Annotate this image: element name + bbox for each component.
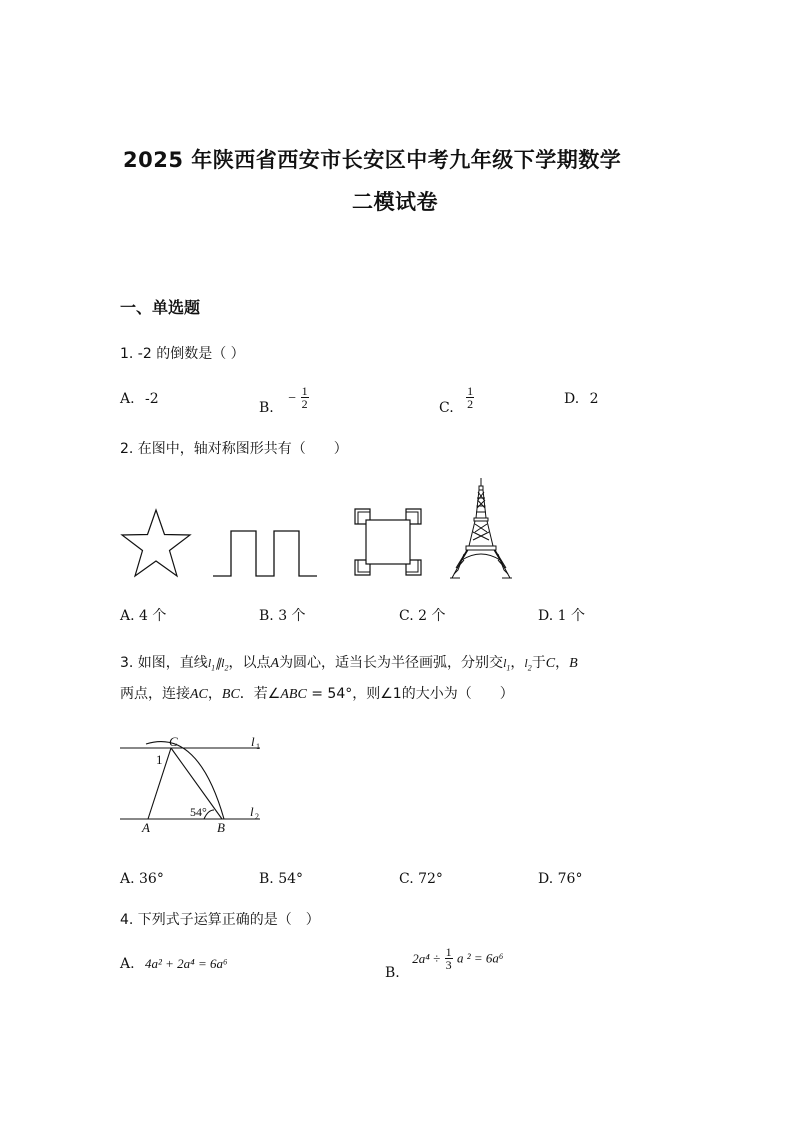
q2-option-c: C. 2 个 (399, 608, 446, 624)
q3-point-b: B (569, 656, 578, 671)
q3-l1-letter: l (503, 656, 507, 670)
q2-option-a: A. 4 个 (120, 608, 167, 624)
q3-l2-b (524, 656, 532, 673)
q3-l2-letter: l (524, 656, 528, 670)
q1-d-value: 2 (589, 391, 599, 407)
q4-b-label: B. (385, 964, 400, 981)
q3-text: ．若∠ (239, 686, 281, 702)
page-title-line2: 二模试卷 (352, 190, 438, 214)
q3-text: ， (555, 655, 570, 671)
q3-l1-sub: 1 (211, 663, 216, 673)
q1-c-denominator: 2 (467, 397, 474, 411)
q4-stem: 4. 下列式子运算正确的是（ ） (120, 912, 320, 928)
q2-figure-star (120, 508, 192, 580)
q3-point-a: A (270, 656, 280, 671)
q3-text: 于 (531, 655, 546, 671)
q1-b-fraction (301, 385, 309, 410)
q1-option-a (120, 391, 159, 407)
q3-seg-bc: BC (221, 687, 240, 702)
fig-label-l1-sub: 1 (256, 742, 260, 751)
fig-label-l1: l (251, 734, 255, 749)
q1-option-b (259, 384, 309, 416)
fig-label-a: A (142, 820, 150, 835)
q2-option-b: B. 3 个 (259, 608, 306, 624)
q1-b-sign: − (288, 390, 297, 406)
q4-option-a (120, 956, 228, 972)
fig-label-l2: l (250, 804, 254, 819)
q3-text: ， (207, 686, 222, 702)
q3-text: ，以点 (228, 655, 271, 671)
q2-figure-square-wave (213, 528, 317, 578)
q1-b-label: B. (259, 399, 274, 416)
q3-text: 为圆心，适当长为半径画弧，分别交 (279, 655, 504, 671)
q3-option-d: D. 76° (538, 871, 583, 887)
q1-c-fraction (466, 385, 474, 410)
q3-parallel: ∥ (215, 656, 222, 670)
q2-figure-notched-square (352, 506, 424, 578)
fig-label-54: 54° (190, 805, 207, 819)
q4-option-b (385, 945, 504, 981)
q3-l1-letter: l (207, 656, 212, 670)
q3-text: 3. 如图，直线 (120, 655, 208, 671)
section-heading: 一、单选题 (120, 298, 201, 317)
fig-label-c: C (169, 734, 178, 749)
q1-a-label: A. (120, 391, 135, 407)
q4-b-numerator: 1 (445, 945, 452, 959)
page-title-line1: 2025 年陕西省西安市长安区中考九年级下学期数学 (123, 148, 622, 172)
q4-b-expr-right: a ² = 6a⁶ (457, 950, 504, 966)
q3-angle-abc: ABC (280, 687, 307, 702)
q3-text: ， (510, 655, 525, 671)
q1-a-value: -2 (145, 391, 159, 407)
q3-text: 两点，连接 (120, 686, 190, 702)
q3-l2-sub: 2 (527, 663, 532, 673)
q3-option-c: C. 72° (399, 871, 443, 887)
q3-option-a: A. 36° (120, 871, 164, 887)
q4-b-fraction (445, 946, 453, 971)
q3-l1-sub: 1 (506, 663, 511, 673)
fig-label-b: B (217, 820, 225, 835)
q3-point-c: C (545, 656, 556, 671)
q3-line2 (120, 683, 514, 703)
q3-l2-sub: 2 (224, 663, 229, 673)
fig-label-l2-sub: 2 (255, 812, 259, 821)
q4-a-label: A. (120, 956, 135, 972)
q4-a-expr: 4a² + 2a⁴ = 6a⁶ (145, 956, 228, 971)
q2-figure-eiffel-tower (448, 478, 514, 580)
q3-l2-letter: l (221, 656, 225, 670)
q4-b-expr-left: 2a⁴ ÷ (412, 950, 441, 966)
q1-c-label: C. (439, 399, 454, 416)
q1-c-numerator: 1 (467, 384, 474, 398)
q3-l2 (221, 656, 229, 673)
q1-option-c (439, 384, 474, 416)
q4-b-denominator: 3 (445, 958, 452, 972)
q3-figure (118, 732, 268, 837)
q2-stem: 2. 在图中，轴对称图形共有（ ） (120, 441, 348, 457)
q3-line1 (120, 652, 578, 672)
q1-stem: 1. -2 的倒数是（ ） (120, 346, 245, 362)
q1-b-numerator: 1 (301, 384, 308, 398)
q2-option-d: D. 1 个 (538, 608, 585, 624)
q3-option-b: B. 54° (259, 871, 304, 887)
q1-b-denominator: 2 (301, 397, 308, 411)
q3-text: = 54°，则∠1的大小为（ ） (306, 686, 514, 702)
q3-seg-ac: AC (190, 687, 208, 702)
q1-option-d (564, 391, 599, 407)
q1-d-label: D. (564, 391, 580, 407)
fig-label-1: 1 (156, 752, 163, 767)
